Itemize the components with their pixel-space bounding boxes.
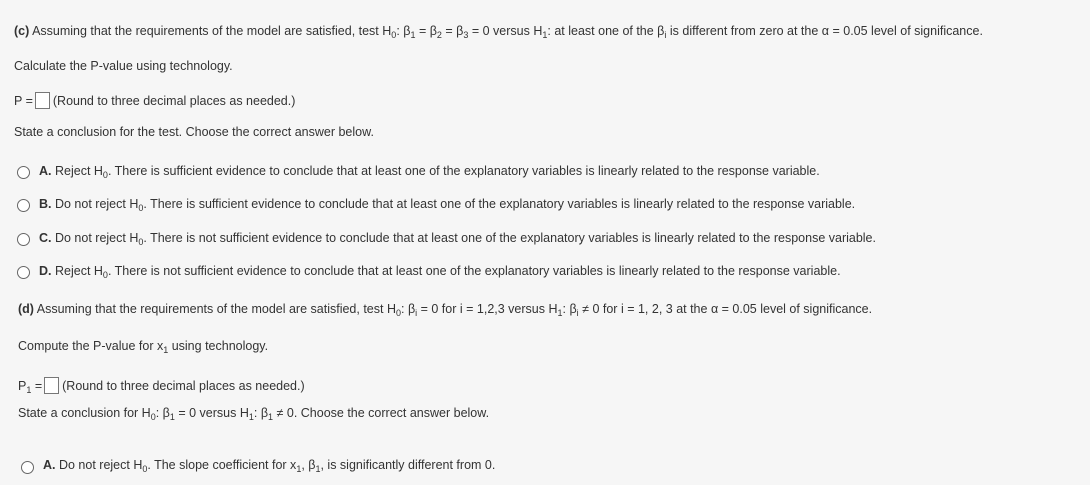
part-c-p-value-row	[14, 92, 295, 109]
part-c-label: (c)	[14, 24, 30, 38]
p1-label: P	[18, 379, 27, 393]
part-c-question: (c) Assuming that the requirements of the model are satisfied, test $H_0$: $\beta_1 = \beta_2 = \beta_3 = 0$ versus $H_1$: at least one of the $\beta_i$ is different from zero at the α = 0.05 level of significance.	[14, 24, 983, 40]
p-round-hint: (Round to three decimal places as needed.)	[52, 94, 296, 108]
part-c-calc-instruction: Calculate the P-value using technology.	[14, 59, 233, 73]
part-d-p-value-row: $P_1$ = (Round to three decimal places as needed.)	[18, 379, 305, 395]
radio-icon[interactable]	[21, 461, 34, 474]
part-c-conclusion-prompt: State a conclusion for the test. Choose the correct answer below.	[14, 125, 374, 139]
part-d-question: (d) Assuming that the requirements of the model are satisfied, test $H_0$: $\beta_i = 0$ for i = 1,2,3 versus $H_1$: $\beta_i \ne 0$ for i = 1, 2, 3 at the α = 0.05 level of significance.	[18, 302, 873, 318]
p1-round-hint: (Round to three decimal places as needed.)	[62, 379, 305, 393]
p-label: P =	[14, 94, 33, 108]
radio-icon[interactable]	[17, 166, 30, 179]
part-d-compute-instruction: Compute the P-value for $x_1$ using technology.	[18, 339, 269, 355]
p1-value-input[interactable]	[44, 377, 59, 394]
radio-icon[interactable]	[17, 233, 30, 246]
radio-icon[interactable]	[17, 266, 30, 279]
part-d-conclusion-prompt: State a conclusion for $H_0$: $\beta_1 = 0$ versus $H_1$: $\beta_1 \ne 0$. Choose the correct answer below.	[18, 406, 490, 422]
radio-icon[interactable]	[17, 199, 30, 212]
p-value-input[interactable]	[35, 92, 50, 109]
part-d-label: (d)	[18, 302, 34, 316]
